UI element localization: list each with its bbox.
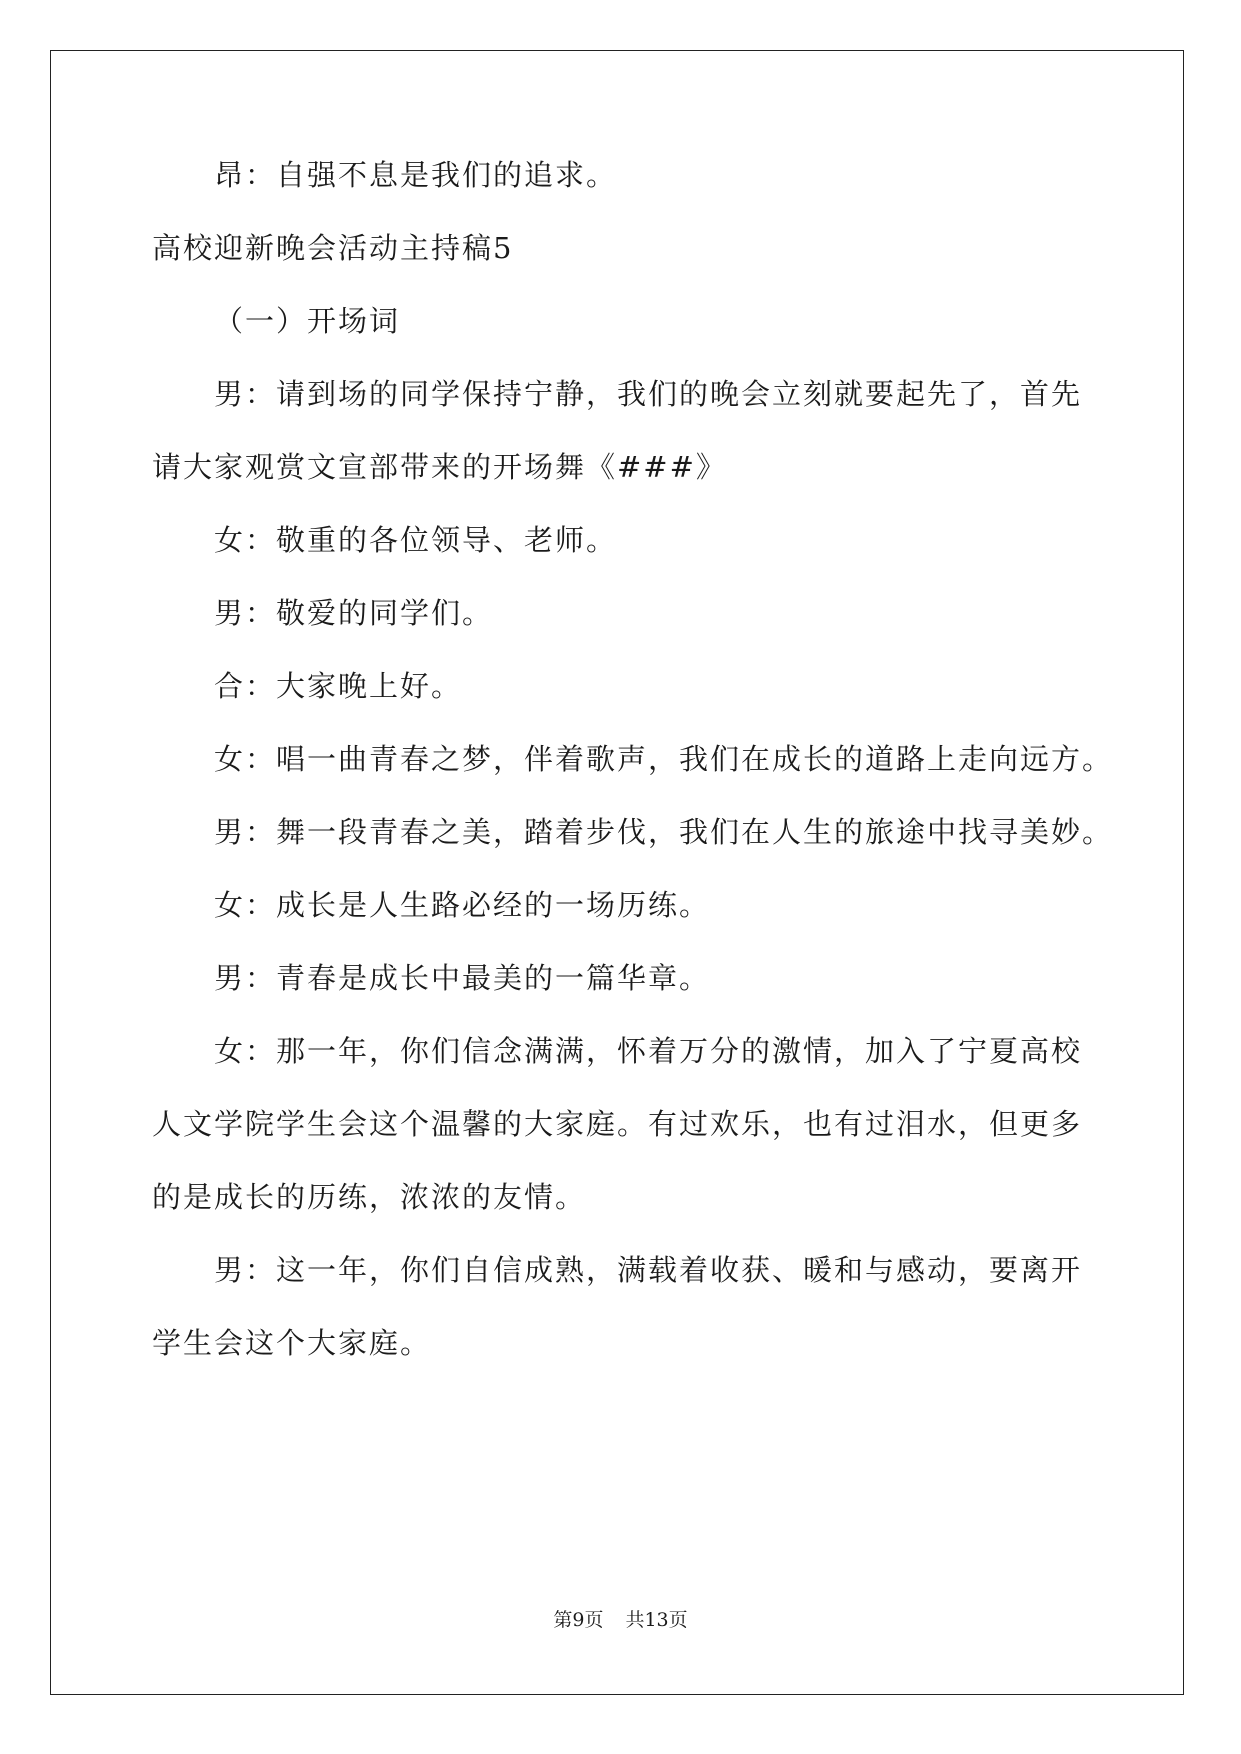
dialogue-line: 男：这一年，你们自信成熟，满载着收获、暖和与感动，要离开 [214,1253,1083,1287]
dialogue-line: 男：请到场的同学保持宁静，我们的晚会立刻就要起先了，首先 [214,377,1083,411]
subsection-heading: （一）开场词 [214,304,401,338]
dialogue-line: 男：舞一段青春之美，踏着步伐，我们在人生的旅途中找寻美妙。 [214,815,1114,849]
dialogue-line-continuation: 的是成长的历练，浓浓的友情。 [152,1180,587,1214]
page-border [50,50,1184,1695]
page-footer [0,1608,1241,1632]
dialogue-line: 男：敬爱的同学们。 [214,596,494,630]
section-heading: 高校迎新晚会活动主持稿5 [152,231,514,265]
dialogue-line-continuation: 学生会这个大家庭。 [152,1326,432,1360]
dialogue-line: 合：大家晚上好。 [214,669,463,703]
dialogue-line: 女：唱一曲青春之梦，伴着歌声，我们在成长的道路上走向远方。 [214,742,1114,776]
dialogue-line: 女：敬重的各位领导、老师。 [214,523,618,557]
page-total: 共13页 [625,1609,688,1631]
dialogue-line-continuation: 人文学院学生会这个温馨的大家庭。有过欢乐，也有过泪水，但更多 [152,1107,1083,1141]
dialogue-line: 女：成长是人生路必经的一场历练。 [214,888,711,922]
dialogue-line-continuation: 请大家观赏文宣部带来的开场舞《###》 [152,450,727,484]
dialogue-line: 男：青春是成长中最美的一篇华章。 [214,961,711,995]
dialogue-line: 女：那一年，你们信念满满，怀着万分的激情，加入了宁夏高校 [214,1034,1083,1068]
page-number: 第9页 [553,1609,604,1631]
dialogue-line: 昂：自强不息是我们的追求。 [214,158,618,192]
